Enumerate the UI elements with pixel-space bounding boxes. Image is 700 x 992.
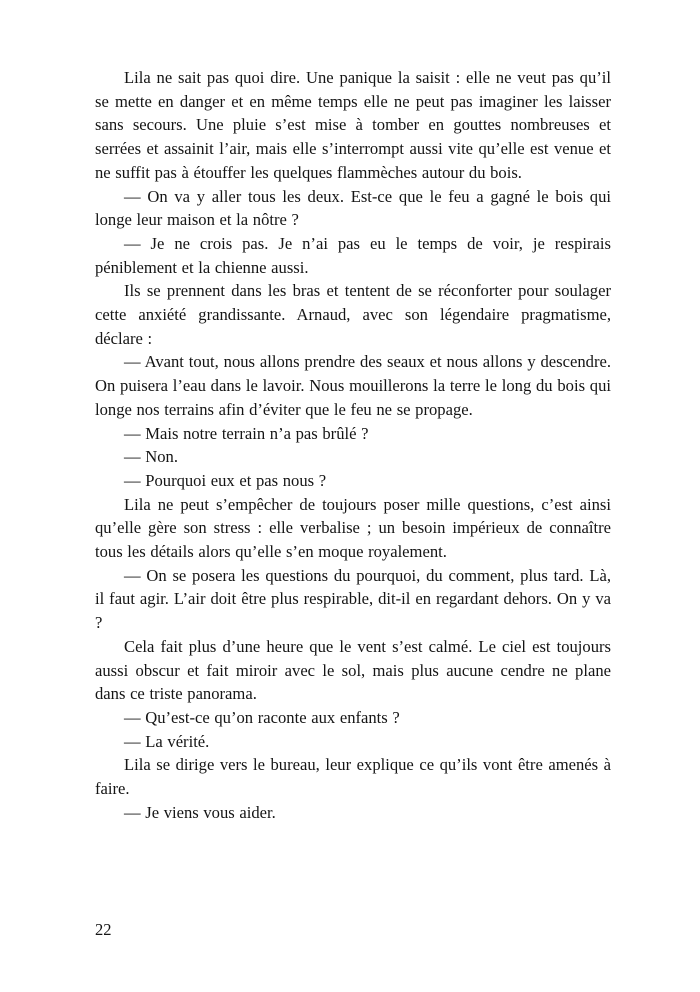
dialogue-line: — Pourquoi eux et pas nous ? xyxy=(124,470,327,490)
paragraph: Cela fait plus d’une heure que le vent s’est calmé. Le ciel est toujours aussi obscur et fait miroir avec le sol, mais plus aucune cendre ne plane dans ce triste panorama. xyxy=(95,636,611,704)
dialogue-line: — Avant tout, nous allons prendre des seaux et nous allons y descendre. On puisera l’eau dans le lavoir. Nous mouillerons la terre le long du bois qui longe nos terrains afin d’éviter que le feu ne se propage. xyxy=(95,352,611,419)
dialogue-line: — Je ne crois pas. Je n’ai pas eu le temps de voir, je respirais péniblement et la chienne aussi. xyxy=(95,233,611,277)
paragraph: Ils se prennent dans les bras et tentent de se réconforter pour soulager cette anxiété grandissante. Arnaud, avec son légendaire pragmatisme, déclare : xyxy=(95,281,611,348)
dialogue-line: — La vérité. xyxy=(124,731,210,751)
page-text xyxy=(95,66,611,825)
dialogue-line: — On va y aller tous les deux. Est-ce que le feu a gagné le bois qui longe leur maison et la nôtre ? xyxy=(95,186,611,230)
dialogue-line: — Qu’est-ce qu’on raconte aux enfants ? xyxy=(124,707,400,727)
paragraph: Lila se dirige vers le bureau, leur explique ce qu’ils vont être amenés à faire. xyxy=(95,755,611,799)
dialogue-line: — Mais notre terrain n’a pas brûlé ? xyxy=(124,423,369,443)
dialogue-line: — Non. xyxy=(124,447,178,467)
dialogue-line: — On se posera les questions du pourquoi, du comment, plus tard. Là, il faut agir. L’air doit être plus respirable, dit-il en regardant dehors. On y va ? xyxy=(95,565,611,633)
dialogue-line: — Je viens vous aider. xyxy=(124,802,276,822)
paragraph: Lila ne peut s’empêcher de toujours poser mille questions, c’est ainsi qu’elle gère son stress : elle verbalise ; un besoin impérieux de connaître tous les détails alors qu’elle s’en moque royalement. xyxy=(95,494,611,562)
page-number: 22 xyxy=(95,920,112,939)
paragraph: Lila ne sait pas quoi dire. Une panique la saisit : elle ne veut pas qu’il se mette en danger et en même temps elle ne peut pas imaginer les laisser sans secours. Une pluie s’est mise à tomber en gouttes nombreuses et serrées et assainit l’air, mais elle s’interrompt aussi vite qu’elle est venue et ne suffit pas à étouffer les quelques flammèches autour du bois. xyxy=(95,68,611,182)
